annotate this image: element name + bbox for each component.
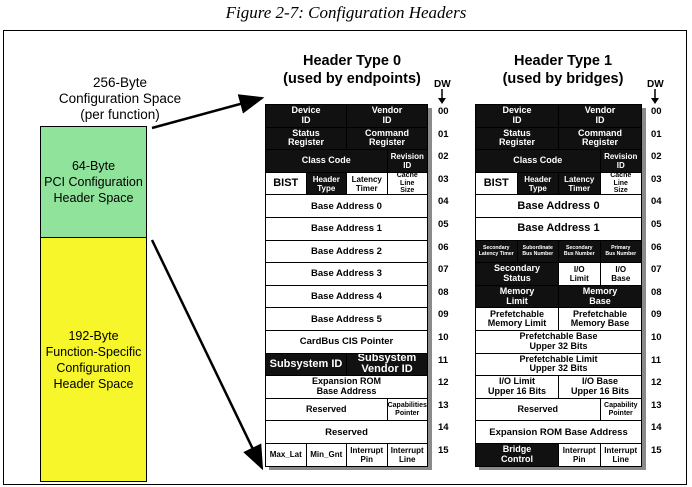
type0-register-cell: Revision ID	[387, 149, 429, 173]
type0-title: Header Type 0 (used by endpoints)	[283, 53, 421, 87]
type1-dw-number: 08	[651, 286, 662, 298]
type1-dw-number: 03	[651, 173, 662, 185]
type0-register-cell: Vendor ID	[346, 104, 428, 128]
type0-dw-number: 07	[438, 264, 449, 276]
type1-register-cell: Primary Bus Number	[600, 240, 643, 264]
type1-dw-number: 04	[651, 196, 662, 208]
pci-header-block: 64-Byte PCI Configuration Header Space	[40, 126, 147, 238]
type1-dw-number: 14	[651, 422, 662, 434]
type1-register-cell: Device ID	[475, 104, 559, 128]
type1-dw-number: 09	[651, 309, 662, 321]
type1-dw-down-arrow-icon	[650, 89, 660, 105]
type1-register-cell: Base Address 0	[475, 194, 642, 218]
type1-dw-number: 12	[651, 377, 662, 389]
type0-register-cell: Interrupt Pin	[346, 443, 388, 467]
type0-register-cell: CardBus CIS Pointer	[265, 330, 428, 354]
type0-register-cell: Base Address 4	[265, 285, 428, 309]
type0-register-cell: Base Address 3	[265, 262, 428, 286]
type0-dw-number: 04	[438, 196, 449, 208]
type1-dw-number: 00	[651, 106, 662, 117]
type1-register-cell: I/O Base	[600, 262, 643, 286]
type1-register-cell: Memory Base	[558, 285, 642, 309]
type1-register-cell: Interrupt Line	[600, 443, 643, 467]
type1-register-cell: Subordinate Bus Number	[517, 240, 560, 264]
bottom-expansion-arrow	[152, 240, 262, 468]
type1-title: Header Type 1 (used by bridges)	[502, 53, 624, 87]
type1-dw-number: 02	[651, 151, 662, 163]
type0-dw-number: 03	[438, 173, 449, 185]
function-specific-block: 192-Byte Function-Specific Configuration Header Space	[40, 237, 147, 482]
type0-register-cell: Device ID	[265, 104, 347, 128]
type1-register-cell: Memory Limit	[475, 285, 559, 309]
type1-register-cell: Cache Line Size	[600, 172, 643, 196]
type1-register-cell: I/O Limit Upper 16 Bits	[475, 375, 559, 399]
type1-dw-number: 01	[651, 128, 662, 140]
type1-register-cell: Interrupt Pin	[558, 443, 601, 467]
type1-register-cell: Latency Timer	[558, 172, 601, 196]
type0-dw-number: 13	[438, 399, 449, 411]
type1-register-cell: Vendor ID	[558, 104, 642, 128]
type0-register-cell: Base Address 2	[265, 240, 428, 264]
type1-register-cell: Capability Pointer	[600, 398, 643, 422]
top-expansion-arrow	[152, 98, 262, 128]
type0-register-cell: Min_Gnt	[306, 443, 348, 467]
type0-dw-number: 06	[438, 241, 449, 253]
type1-dw-number: 07	[651, 264, 662, 276]
type1-register-cell: Prefetchable Base Upper 32 Bits	[475, 330, 642, 354]
type0-dw-number: 14	[438, 422, 449, 434]
config-space-title: 256-Byte Configuration Space (per function)	[58, 75, 182, 122]
type0-register-cell: Class Code	[265, 149, 388, 173]
type1-dw-number: 06	[651, 241, 662, 253]
type0-register-cell: Base Address 5	[265, 307, 428, 331]
type1-register-cell: Header Type	[517, 172, 560, 196]
type0-dw-number: 10	[438, 332, 449, 343]
type0-register-cell: Status Register	[265, 127, 347, 151]
figure-caption: Figure 2-7: Configuration Headers	[225, 3, 467, 22]
type1-register-cell: Secondary Bus Number	[558, 240, 601, 264]
type0-dw-number: 08	[438, 286, 449, 298]
type1-register-cell: Prefetchable Memory Base	[558, 307, 642, 331]
type0-register-cell: Subsystem Vendor ID	[346, 353, 428, 377]
type0-register-cell: Subsystem ID	[265, 353, 347, 377]
type0-dw-number: 11	[438, 354, 449, 366]
type0-register-cell: Max_Lat	[265, 443, 307, 467]
type0-dw-number: 02	[438, 151, 449, 163]
type1-register-cell: Class Code	[475, 149, 601, 173]
type1-register-cell: I/O Base Upper 16 Bits	[558, 375, 642, 399]
type0-dw-number: 09	[438, 309, 449, 321]
type0-register-cell: Header Type	[306, 172, 348, 196]
type1-register-cell: Status Register	[475, 127, 559, 151]
type1-register-cell: Secondary Latency Timer	[475, 240, 518, 264]
type1-register-cell: BIST	[475, 172, 518, 196]
type1-register-cell: Revision ID	[600, 149, 643, 173]
type0-register-cell: Latency Timer	[346, 172, 388, 196]
type1-dw-number: 13	[651, 399, 662, 411]
type0-dw-label: DW	[434, 79, 451, 90]
type1-dw-number: 15	[651, 445, 662, 456]
type1-register-cell: Expansion ROM Base Address	[475, 420, 642, 444]
type1-dw-number: 10	[651, 332, 662, 343]
type0-register-cell: Reserved	[265, 420, 428, 444]
type0-register-cell: BIST	[265, 172, 307, 196]
type1-register-cell: Command Register	[558, 127, 642, 151]
type1-register-cell: I/O Limit	[558, 262, 601, 286]
type1-register-cell: Prefetchable Limit Upper 32 Bits	[475, 353, 642, 377]
type0-register-cell: Reserved	[265, 398, 388, 422]
type1-register-cell: Prefetchable Memory Limit	[475, 307, 559, 331]
type0-register-cell: Capabilities Pointer	[387, 398, 429, 422]
type0-dw-number: 12	[438, 377, 449, 389]
type1-dw-number: 11	[651, 354, 662, 366]
type0-register-cell: Expansion ROM Base Address	[265, 375, 428, 399]
type0-register-cell: Cache Line Size	[387, 172, 429, 196]
type1-register-cell: Secondary Status	[475, 262, 559, 286]
type0-register-cell: Command Register	[346, 127, 428, 151]
type0-register-cell: Interrupt Line	[387, 443, 429, 467]
type0-dw-down-arrow-icon	[437, 89, 447, 105]
type0-register-cell: Base Address 1	[265, 217, 428, 241]
type1-register-cell: Reserved	[475, 398, 601, 422]
type1-register-cell: Bridge Control	[475, 443, 559, 467]
type1-register-cell: Base Address 1	[475, 217, 642, 241]
type0-dw-number: 00	[438, 106, 449, 117]
type1-dw-label: DW	[647, 79, 664, 90]
type0-register-cell: Base Address 0	[265, 194, 428, 218]
type0-dw-number: 05	[438, 219, 449, 230]
type0-dw-number: 15	[438, 445, 449, 456]
type1-dw-number: 05	[651, 219, 662, 230]
type0-dw-number: 01	[438, 128, 449, 140]
